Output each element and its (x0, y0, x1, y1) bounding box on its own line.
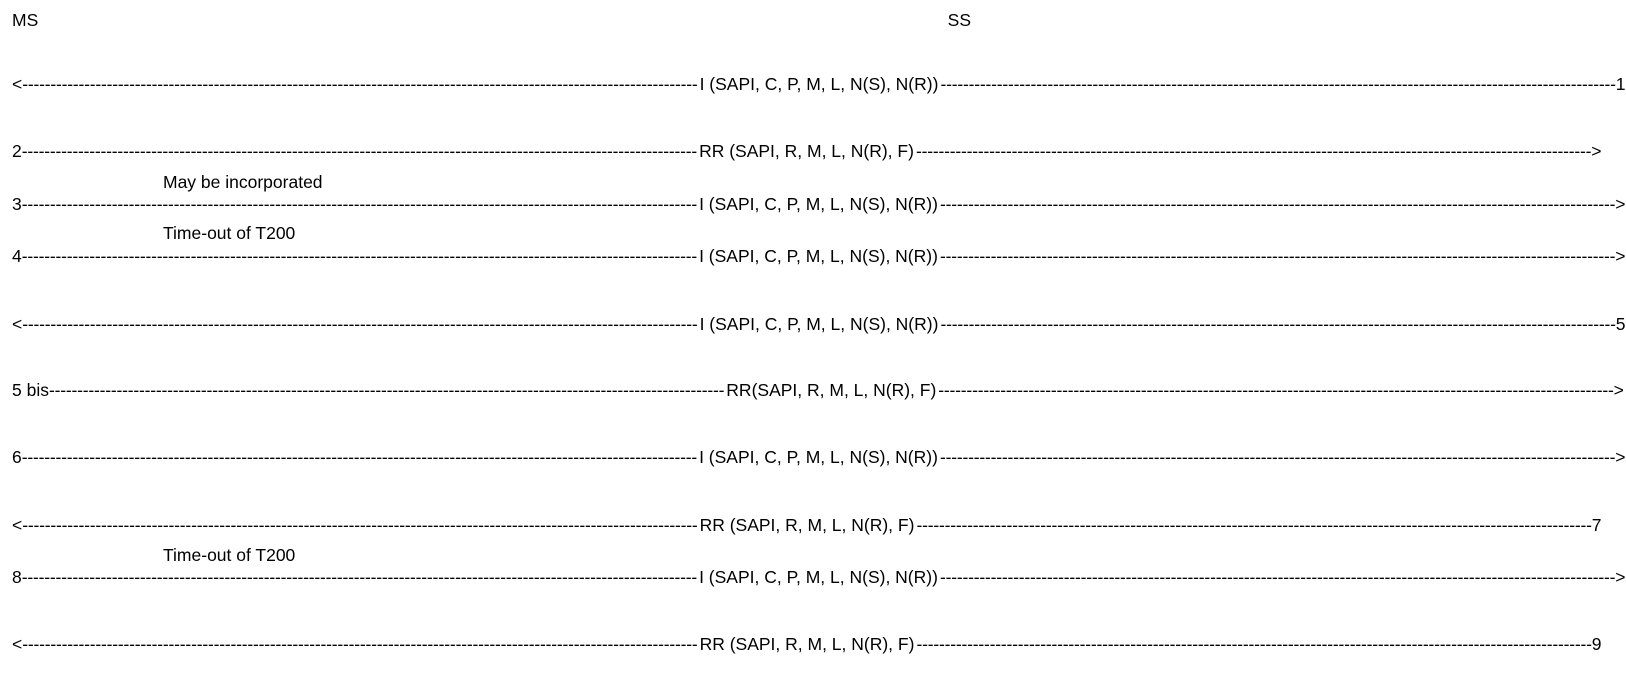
arrow-line: ------------------------------------------------------------------------------------------------------------------------ (939, 567, 1616, 587)
arrow-line: ------------------------------------------------------------------------------------------------------------------------ (940, 74, 1616, 94)
message-row-9 (12, 633, 1602, 655)
message-label: I (SAPI, C, P, M, L, N(S), N(R)) (699, 194, 938, 214)
message-row-5-bis (12, 379, 1624, 401)
row-end: > (1615, 246, 1626, 266)
note-timeout-t200: Time-out of T200 (163, 545, 296, 565)
arrow-line: ------------------------------------------------------------------------------------------------------------------------ (939, 246, 1616, 266)
arrow-line: ------------------------------------------------------------------------------------------------------------------------ (915, 141, 1592, 161)
row-start: < (12, 634, 23, 654)
message-label: I (SAPI, C, P, M, L, N(S), N(R)) (699, 74, 939, 94)
row-start: 5 bis (12, 380, 49, 400)
arrow-line: ------------------------------------------------------------------------------------------------------------------------ (22, 634, 698, 654)
arrow-line: ------------------------------------------------------------------------------------------------------------------------ (916, 634, 1592, 654)
row-start: < (12, 515, 23, 535)
row-start: 4 (12, 246, 22, 266)
arrow-line: ------------------------------------------------------------------------------------------------------------------------ (939, 194, 1616, 214)
arrow-line: ------------------------------------------------------------------------------------------------------------------------ (940, 314, 1616, 334)
ms-header: MS (12, 10, 39, 30)
row-start: < (12, 74, 23, 94)
arrow-line: ------------------------------------------------------------------------------------------------------------------------ (21, 141, 698, 161)
arrow-line: ------------------------------------------------------------------------------------------------------------------------ (938, 380, 1614, 400)
message-label: I (SAPI, C, P, M, L, N(S), N(R)) (699, 246, 938, 266)
row-end: 7 (1591, 515, 1602, 535)
row-end: > (1615, 447, 1626, 467)
message-row-5 (12, 313, 1626, 335)
message-label: RR (SAPI, R, M, L, N(R), F) (699, 515, 915, 535)
message-row-7 (12, 514, 1602, 536)
message-label: I (SAPI, C, P, M, L, N(S), N(R)) (699, 447, 938, 467)
message-row-8 (12, 566, 1626, 588)
row-start: < (12, 314, 23, 334)
arrow-line: ------------------------------------------------------------------------------------------------------------------------ (22, 74, 698, 94)
arrow-line: ------------------------------------------------------------------------------------------------------------------------ (939, 447, 1616, 467)
arrow-line: ------------------------------------------------------------------------------------------------------------------------ (22, 314, 698, 334)
arrow-line: ------------------------------------------------------------------------------------------------------------------------ (48, 380, 725, 400)
message-label: RR(SAPI, R, M, L, N(R), F) (726, 380, 937, 400)
message-label: I (SAPI, C, P, M, L, N(S), N(R)) (699, 567, 938, 587)
note-timeout-t200: Time-out of T200 (163, 223, 296, 243)
arrow-line: ------------------------------------------------------------------------------------------------------------------------ (22, 515, 698, 535)
arrow-line: ------------------------------------------------------------------------------------------------------------------------ (21, 246, 698, 266)
row-end: > (1613, 380, 1624, 400)
arrow-line: ------------------------------------------------------------------------------------------------------------------------ (21, 194, 698, 214)
row-end: 5 (1615, 314, 1626, 334)
row-start: 8 (12, 567, 22, 587)
row-start: 3 (12, 194, 22, 214)
row-start: 2 (12, 141, 22, 161)
message-row-1 (12, 73, 1626, 95)
arrow-line: ------------------------------------------------------------------------------------------------------------------------ (21, 447, 698, 467)
row-end: > (1615, 567, 1626, 587)
message-label: RR (SAPI, R, M, L, N(R), F) (699, 141, 914, 161)
message-row-3 (12, 193, 1626, 215)
row-end: > (1591, 141, 1602, 161)
row-end: 9 (1591, 634, 1602, 654)
message-label: RR (SAPI, R, M, L, N(R), F) (699, 634, 915, 654)
message-label: I (SAPI, C, P, M, L, N(S), N(R)) (699, 314, 939, 334)
row-start: 6 (12, 447, 22, 467)
message-row-4 (12, 245, 1626, 267)
message-row-2 (12, 140, 1602, 162)
ss-header: SS (947, 10, 971, 30)
arrow-line: ------------------------------------------------------------------------------------------------------------------------ (916, 515, 1592, 535)
row-end: 1 (1615, 74, 1626, 94)
row-end: > (1615, 194, 1626, 214)
message-row-6 (12, 446, 1626, 468)
arrow-line: ------------------------------------------------------------------------------------------------------------------------ (21, 567, 698, 587)
note-may-be-incorporated: May be incorporated (163, 172, 323, 192)
